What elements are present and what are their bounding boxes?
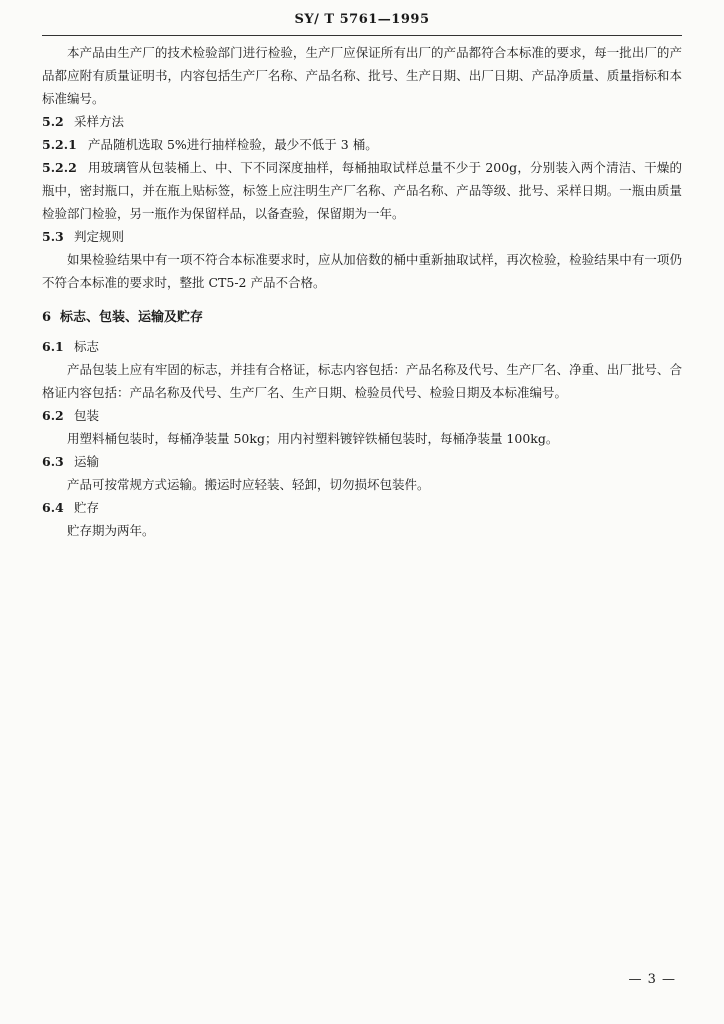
section-6-heading <box>42 306 682 329</box>
section-number: 6.1 <box>42 339 64 354</box>
section-title: 标志、包装、运输及贮存 <box>60 310 204 325</box>
section-6-1-text: 产品包装上应有牢固的标志，并挂有合格证，标志内容包括：产品名称及代号、生产厂名、净重、出厂批号、合格证内容包括：产品名称及代号、生产厂名、生产日期、检验员代号、检验日期及本标准编号。 <box>42 362 682 400</box>
document-body <box>42 41 682 542</box>
section-5-3-text: 如果检验结果中有一项不符合本标准要求时，应从加倍数的桶中重新抽取试样，再次检验，检验结果中有一项仍不符合本标准的要求时，整批 CT5-2 产品不合格。 <box>42 252 682 290</box>
section-title: 包装 <box>74 408 100 423</box>
section-text: 产品随机选取 5%进行抽样检验，最少不低于 3 桶。 <box>88 137 378 152</box>
standard-code-header: SY/ T 5761—1995 <box>294 12 430 27</box>
section-6-2-text: 用塑料桶包装时，每桶净装量 50kg；用内衬塑料镀锌铁桶包装时，每桶净装量 100kg。 <box>67 431 559 446</box>
section-title: 标志 <box>74 339 100 354</box>
section-number: 5.2.1 <box>42 137 77 152</box>
section-6-4-text: 贮存期为两年。 <box>67 523 155 538</box>
section-5-2-2 <box>42 156 682 225</box>
section-number: 5.3 <box>42 229 64 244</box>
section-6-3-text: 产品可按常规方式运输。搬运时应轻装、轻卸，切勿损坏包装件。 <box>67 477 430 492</box>
section-number: 6.2 <box>42 408 64 423</box>
section-6-2-heading <box>42 404 682 427</box>
section-title: 运输 <box>74 454 100 469</box>
section-5-2-1 <box>42 133 682 156</box>
section-6-3-heading <box>42 450 682 473</box>
section-number: 5.2.2 <box>42 160 77 175</box>
section-6-4-heading <box>42 496 682 519</box>
intro-paragraph: 本产品由生产厂的技术检验部门进行检验，生产厂应保证所有出厂的产品都符合本标准的要求，每一批出厂的产品都应附有质量证明书，内容包括生产厂名称、产品名称、批号、生产日期、出厂日期、产品净质量、质量指标和本标准编号。 <box>42 45 682 106</box>
section-number: 5.2 <box>42 114 64 129</box>
section-number: 6.3 <box>42 454 64 469</box>
section-6-1-heading <box>42 335 682 358</box>
section-title: 判定规则 <box>74 229 125 244</box>
section-5-3-heading <box>42 225 682 248</box>
page-number: — 3 — <box>628 972 676 987</box>
section-title: 采样方法 <box>74 114 125 129</box>
section-5-2-heading <box>42 110 682 133</box>
header-rule <box>42 35 682 36</box>
section-number: 6 <box>42 310 52 325</box>
section-number: 6.4 <box>42 500 64 515</box>
section-text: 用玻璃管从包装桶上、中、下不同深度抽样，每桶抽取试样总量不少于 200g，分别装入两个清洁、干燥的瓶中，密封瓶口，并在瓶上贴标签，标签上应注明生产厂名称、产品名称、产品等级、批号、采样日期。一瓶由质量检验部门检验，另一瓶作为保留样品，以备查验，保留期为一年。 <box>42 160 682 221</box>
section-title: 贮存 <box>74 500 100 515</box>
